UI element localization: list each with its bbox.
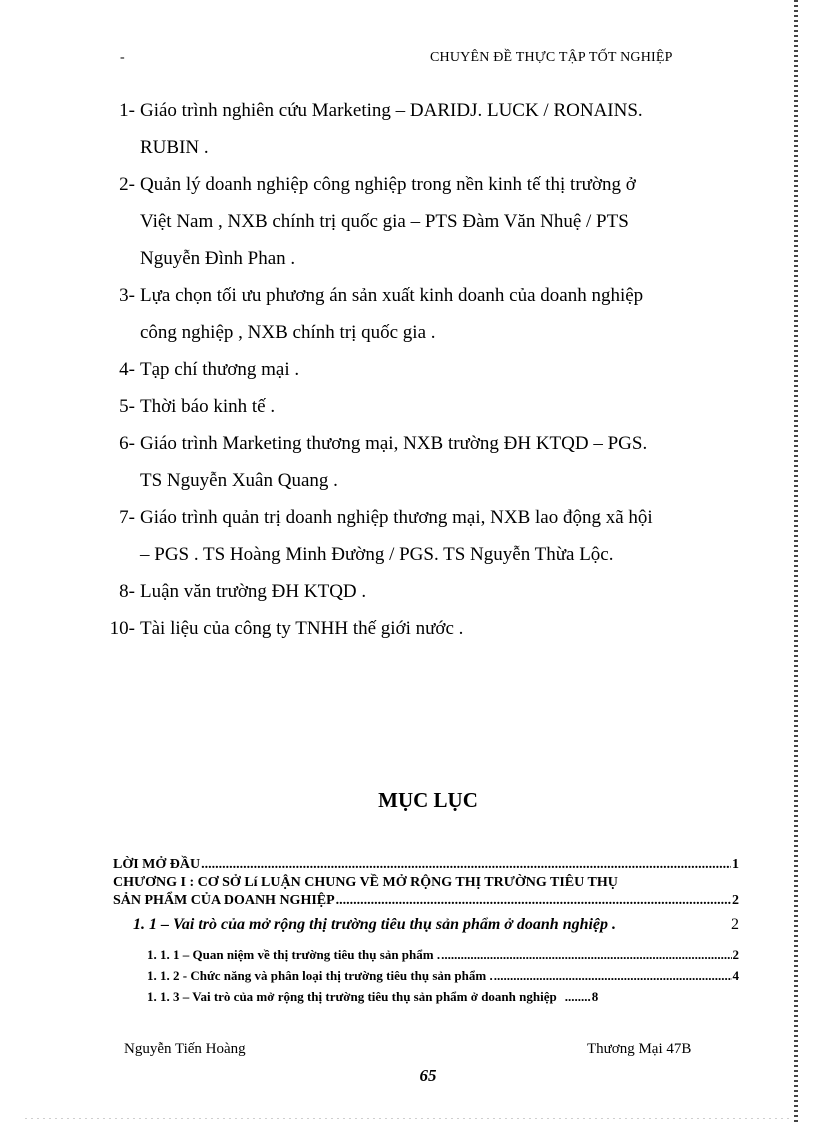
reference-number: 4- — [119, 359, 135, 380]
footer-class: Thương Mại 47B — [587, 1041, 692, 1057]
reference-item — [0, 425, 816, 499]
toc-entry-label: 1. 1. 3 – Vai trò của mở rộng thị trường tiêu thụ sản phẩm ở doanh nghiệp — [147, 989, 557, 1004]
toc-leader-dots — [494, 965, 732, 986]
toc-entry-section-1-1-3[interactable] — [113, 986, 739, 1007]
header-dash: - — [120, 50, 125, 65]
reference-line: công nghiệp , NXB chính trị quốc gia . — [140, 322, 436, 343]
reference-line: Tạp chí thương mại . — [140, 359, 300, 380]
toc-leader-dots — [441, 944, 731, 965]
reference-number: 10- — [109, 618, 135, 639]
reference-line: Tài liệu của công ty TNHH thế giới nước . — [140, 618, 464, 639]
reference-number: 5- — [119, 396, 135, 417]
reference-number: 6- — [119, 433, 135, 454]
reference-item — [0, 92, 816, 166]
reference-line: RUBIN . — [140, 137, 209, 158]
toc-entry-page: 4 — [732, 968, 739, 983]
toc-title: MỤC LỤC — [378, 788, 478, 812]
reference-line: Thời báo kinh tế . — [140, 396, 276, 417]
reference-number: 2- — [119, 174, 135, 195]
reference-line: Việt Nam , NXB chính trị quốc gia – PTS Đàm Văn Nhuệ / PTS — [140, 211, 629, 232]
reference-line: Giáo trình nghiên cứu Marketing – DARIDJ. LUCK / RONAINS. — [140, 100, 643, 121]
toc-entry-page: 1 — [732, 857, 739, 872]
reference-list — [0, 92, 816, 647]
reference-line: Lựa chọn tối ưu phương án sản xuất kinh doanh của doanh nghiệp — [140, 285, 644, 306]
toc-entry-page: 2 — [732, 947, 739, 962]
reference-line: TS Nguyễn Xuân Quang . — [140, 470, 338, 491]
reference-item — [0, 166, 816, 277]
toc-entry-label: 1. 1 – Vai trò của mở rộng thị trường tiêu thụ sản phẩm ở doanh nghiệp . — [133, 916, 617, 933]
toc-leader-dots — [565, 986, 591, 1007]
toc-entry-section-1-1-2[interactable] — [113, 965, 739, 986]
reference-line: – PGS . TS Hoàng Minh Đường / PGS. TS Nguyễn Thừa Lộc. — [140, 544, 614, 565]
toc-entry-intro[interactable] — [113, 856, 739, 874]
header-title: CHUYÊN ĐỀ THỰC TẬP TỐT NGHIỆP — [430, 50, 673, 65]
reference-item — [0, 351, 816, 388]
reference-line: Nguyễn Đình Phan . — [140, 248, 296, 269]
toc-entry-label: 1. 1. 2 - Chức năng và phân loại thị trường tiêu thụ sản phẩm . — [147, 968, 493, 983]
toc-entry-section-1-1[interactable] — [113, 914, 739, 936]
toc-entry-label: LỜI MỞ ĐẦU — [113, 857, 201, 872]
toc-leader-dots — [336, 892, 731, 910]
reference-item — [0, 499, 816, 573]
footer-author: Nguyễn Tiến Hoàng — [124, 1041, 246, 1057]
reference-item — [0, 573, 816, 610]
toc-entry-label: 1. 1. 1 – Quan niệm về thị trường tiêu thụ sản phẩm . — [147, 947, 441, 962]
reference-number: 7- — [119, 507, 135, 528]
reference-line: Luận văn trường ĐH KTQD . — [140, 581, 367, 602]
reference-item — [0, 277, 816, 351]
toc-entry-page: 8 — [591, 989, 599, 1004]
toc-entry-chapter-1[interactable] — [113, 874, 739, 892]
reference-line: Giáo trình quản trị doanh nghiệp thương mại, NXB lao động xã hội — [140, 507, 653, 528]
toc-entry-section-1-1-1[interactable] — [113, 944, 739, 965]
toc-entry-chapter-1-cont[interactable] — [113, 892, 739, 910]
reference-number: 3- — [119, 285, 135, 306]
bottom-rule — [25, 1118, 791, 1119]
table-of-contents — [113, 856, 739, 1007]
reference-number: 8- — [119, 581, 135, 602]
reference-item — [0, 388, 816, 425]
toc-entry-page: 2 — [731, 916, 739, 933]
reference-line: Giáo trình Marketing thương mại, NXB trường ĐH KTQD – PGS. — [140, 433, 648, 454]
reference-line: Quản lý doanh nghiệp công nghiệp trong nền kinh tế thị trường ở — [140, 174, 636, 195]
toc-entry-label: SẢN PHẨM CỦA DOANH NGHIỆP — [113, 893, 335, 908]
page-number: 65 — [419, 1066, 437, 1085]
reference-number: 1- — [119, 100, 135, 121]
toc-entry-page: 2 — [732, 893, 739, 908]
reference-item — [0, 610, 816, 647]
toc-entry-label: CHƯƠNG I : CƠ SỞ Lí LUẬN CHUNG VỀ MỞ RỘNG THỊ TRƯỜNG TIÊU THỤ — [113, 875, 618, 890]
toc-leader-dots — [201, 856, 731, 874]
